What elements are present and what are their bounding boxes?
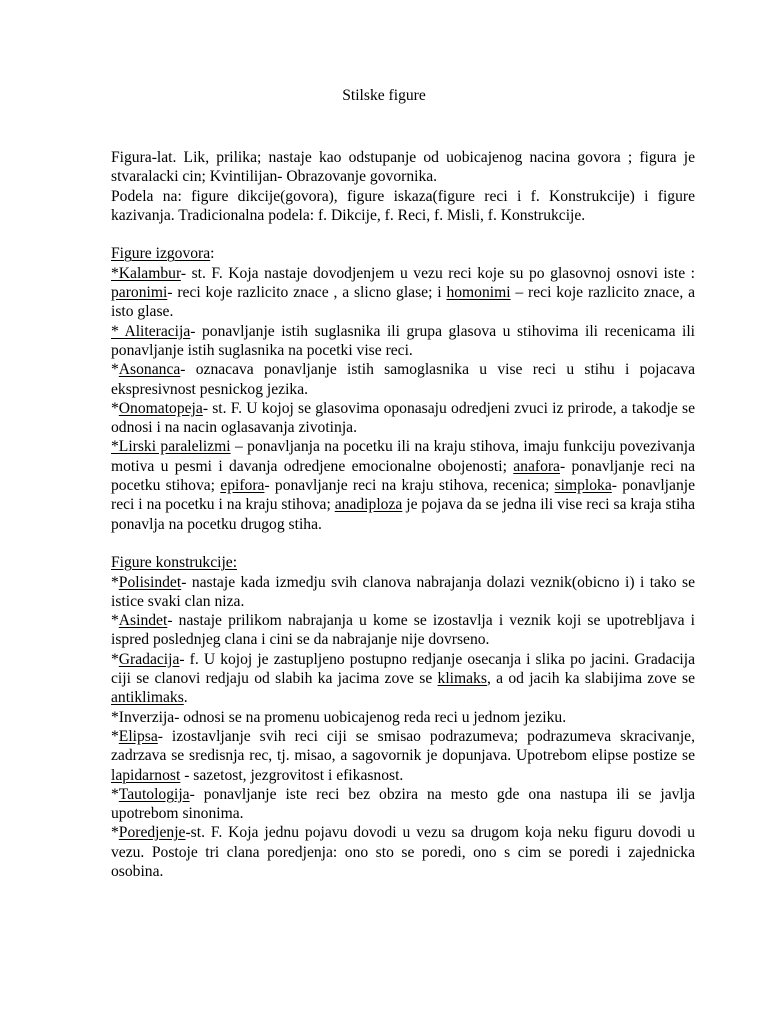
text-run: je pojava da se jedna ili vise reci sa kraja stiha ponavlja na pocetku drugog stiha. (111, 496, 695, 533)
text-run: * (111, 612, 119, 630)
paragraph (111, 650, 695, 708)
underlined-term: anafora (513, 457, 560, 475)
underlined-term: homonimi (446, 284, 511, 302)
underlined-term: epifora (220, 477, 265, 495)
text-run: - f. U kojoj je zastupljeno postupno redjanje osecanja i slika po jacini. Gradacija ciji se clanovi redjaju od slabih ka jacima zove se (111, 650, 695, 688)
underlined-term: Asonanca (118, 361, 181, 379)
paragraph (111, 611, 695, 650)
document-body (111, 148, 695, 881)
underlined-term: Figure konstrukcije: (111, 554, 238, 572)
paragraph (111, 727, 695, 785)
text-run: Figura-lat. Lik, prilika; nastaje kao odstupanje od uobicajenog nacina govora ; figura je stvaralacki cin; Kvintilijan- Obrazovanje govornika. (111, 149, 695, 186)
paragraph (111, 322, 695, 361)
underlined-term: Gradacija (118, 650, 180, 668)
paragraph (111, 823, 695, 881)
text-run: -st. F. Koja jednu pojavu dovodi u vezu sa drugom koja neku figuru dovodi u vezu. Postoje tri clana poredjenja: ono sto se poredi, ono s cim se poredi i zajednicka osobina. (111, 824, 695, 880)
text-run: – ponavljanja na pocetku ili na kraju stihova, imaju funkciju povezivanja motiva u pesmi i davanja odredjene emocionalne obojenosti; (111, 438, 695, 475)
paragraph (111, 437, 695, 533)
text-run: * (111, 824, 119, 842)
text-run: * (111, 573, 119, 591)
paragraph (111, 553, 695, 572)
underlined-term: Polisindet (118, 573, 182, 591)
paragraph (111, 399, 695, 438)
text-run: * (111, 650, 119, 668)
text-run: * (111, 727, 119, 745)
document-title: Stilske figure (342, 87, 426, 104)
text-run: - ponavljanje iste reci bez obzira na mesto gde ona nastupa ili se javlja upotrebom sinonima. (111, 785, 695, 823)
paragraph (111, 708, 695, 727)
paragraph (111, 244, 695, 263)
text-run: - st. F. U kojoj se glasovima oponasaju odredjeni zvuci iz prirode, a takodje se odnosi i na nacin oglasavanja zivotinja. (111, 399, 695, 437)
text-run: - nastaje prilikom nabrajanja u kome se izostavlja i veznik koji se upotrebljava i ispred poslednjeg clana i cini se da nabrajanje nije dovrseno. (111, 612, 695, 649)
text-run: Podela na: figure dikcije(govora), figure iskaza(figure reci i f. Konstrukcije) i figure kazivanja. Tradicionalna podela: f. Dikcije, f. Reci, f. Misli, f. Konstrukcije. (111, 187, 695, 224)
text-run: : (210, 245, 215, 263)
text-run: - izostavljanje svih reci ciji se smisao podrazumeva; podrazumeva skracivanje, zadrzava se sredisnja rec, tj. misao, a sagovornik je dopunjava. Upotrebom elipse postize se (111, 727, 695, 765)
underlined-term: simploka (554, 477, 612, 495)
text-run: - st. F. Koja nastaje dovodjenjem u vezu reci koje su po glasovnoj osnovi iste : (180, 264, 695, 282)
text-run: * (111, 785, 119, 803)
text-run: - ponavljanje reci na kraju stihova, recenica; (264, 477, 555, 495)
underlined-term: *Lirski paralelizmi (111, 438, 231, 456)
text-run: *Inverzija- odnosi se na promenu uobicajenog reda reci u jednom jeziku. (111, 708, 567, 726)
text-run: * (111, 399, 119, 417)
underlined-term: lapidarnost (111, 766, 181, 784)
underlined-term: paronimi (111, 284, 168, 302)
underlined-term: anadiploza (334, 496, 403, 514)
underlined-term: Onomatopeja (118, 399, 203, 417)
text-run: – reci koje razlicito znace, a isto glase. (111, 284, 696, 321)
underlined-term: Elipsa (118, 727, 158, 745)
text-run: - reci koje razlicito znace , a slicno glase; i (167, 284, 447, 302)
underlined-term: * Aliteracija (111, 322, 191, 340)
text-run: - ponavljanje istih suglasnika ili grupa glasova u stihovima ili recenicama ili ponavljanje istih suglasnika na pocetki vise reci. (111, 322, 695, 359)
text-run: - nastaje kada izmedju svih clanova nabrajanja dolazi veznik(obicno i) i tako se istice svaki clan niza. (111, 573, 695, 610)
text-run: * (111, 361, 119, 379)
paragraph (111, 148, 695, 187)
paragraph-spacer (111, 534, 695, 553)
paragraph (111, 573, 695, 612)
paragraph (111, 264, 695, 322)
text-run: - ponavljanje reci na pocetku stihova; (111, 457, 695, 495)
paragraph (111, 360, 695, 399)
paragraph (111, 187, 695, 226)
underlined-term: Poredjenje (118, 824, 186, 842)
text-run: . (183, 689, 188, 707)
text-run: - ponavljanje reci i na pocetku i na kraju stihova; (111, 477, 695, 514)
underlined-term: antiklimaks (111, 689, 184, 707)
underlined-term: Asindet (118, 612, 168, 630)
paragraph-spacer (111, 225, 695, 244)
underlined-term: klimaks (437, 670, 487, 688)
text-run: , a od jacih ka slabijima zove se (486, 670, 695, 688)
underlined-term: *Kalambur (111, 264, 181, 282)
text-run: - sazetost, jezgrovitost i efikasnost. (180, 766, 404, 784)
paragraph (111, 785, 695, 824)
underlined-term: Figure izgovora (111, 245, 211, 263)
underlined-term: Tautologija (118, 785, 190, 803)
text-run: - oznacava ponavljanje istih samoglasnika u vise reci u stihu i pojacava ekspresivnost pesnickog jezika. (111, 361, 695, 398)
